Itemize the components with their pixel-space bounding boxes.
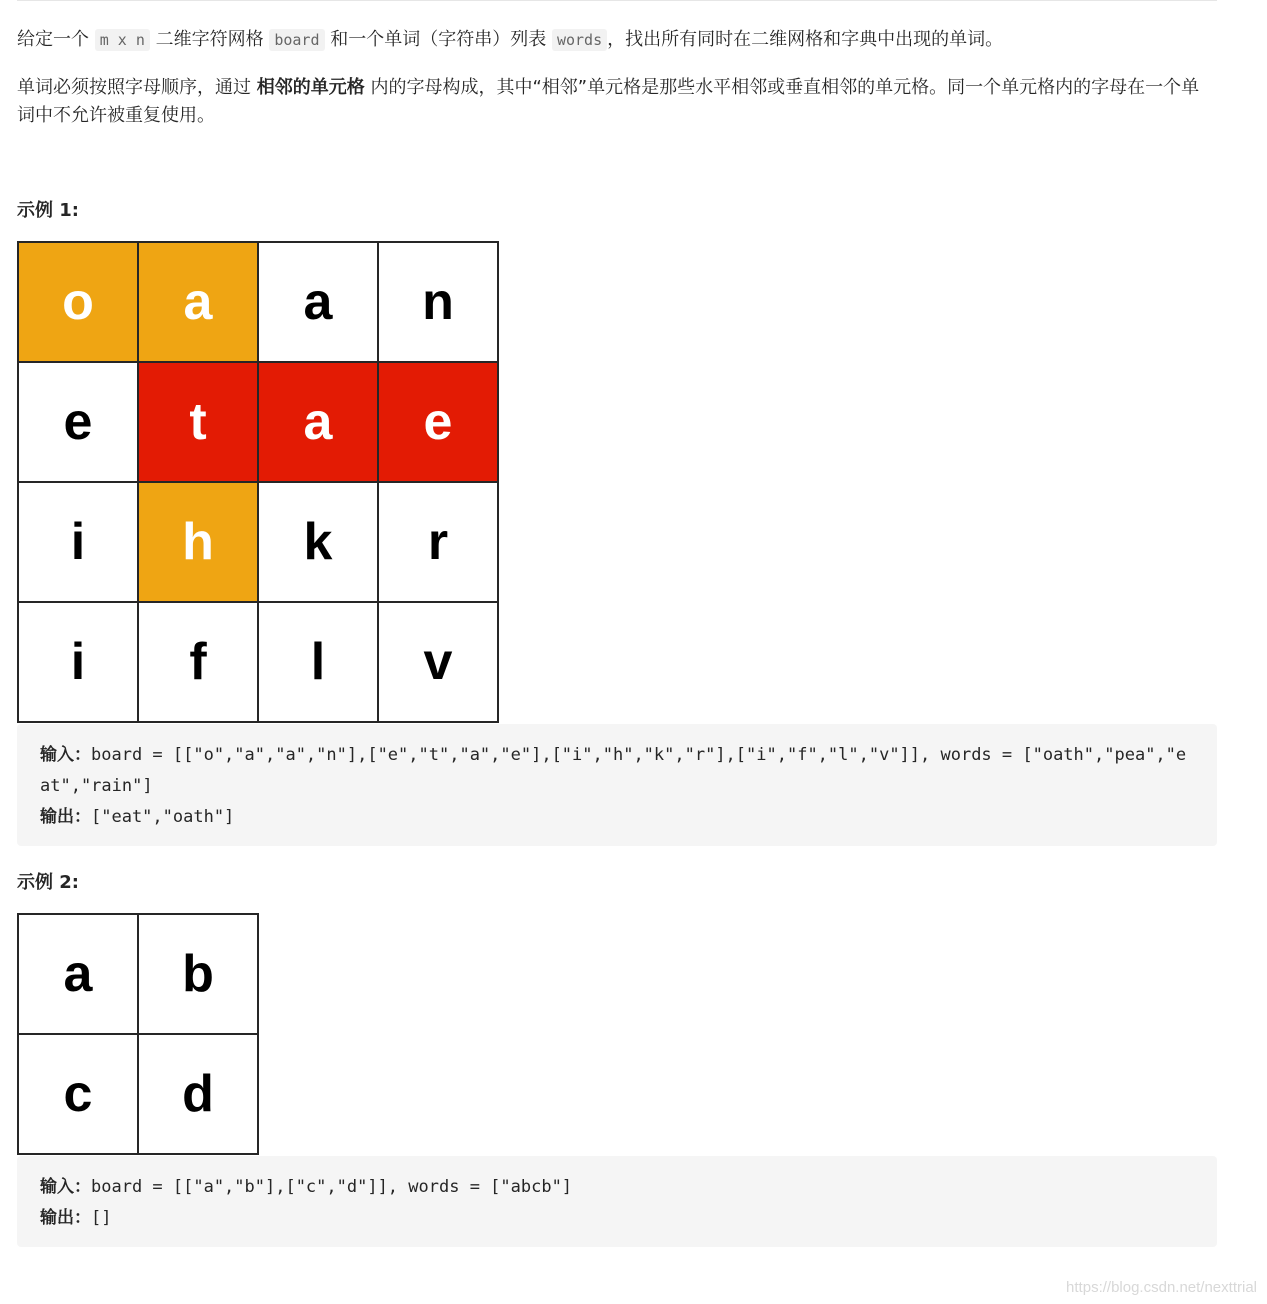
output-label: 输出： <box>40 1208 91 1228</box>
example-1-code-block <box>17 724 1217 846</box>
example-2-input <box>40 1172 1194 1203</box>
board-1-cell: e <box>379 363 497 481</box>
board-2-cell: d <box>139 1035 257 1153</box>
board-2-cell: b <box>139 915 257 1033</box>
input-value: board = [["a","b"],["c","d"]], words = ["abcb"] <box>91 1177 573 1197</box>
top-divider <box>17 0 1217 1</box>
input-value: board = [["o","a","a","n"],["e","t","a","e"],["i","h","k","r"],["i","f","l","v"]], words = ["oath","pea","eat","rain"] <box>40 745 1187 796</box>
text-span: 内的字母构成，其中“相邻”单元格是那些水平相邻或垂直相邻的单元格。同一个单元格内的字母在一个单词中不允许被重复使用。 <box>17 77 1200 126</box>
board-1-cell: a <box>259 243 377 361</box>
example-2-board-grid <box>17 913 259 1155</box>
board-1-cell: n <box>379 243 497 361</box>
board-2-cell: a <box>19 915 137 1033</box>
board-1-cell: a <box>259 363 377 481</box>
board-1-cell: i <box>19 603 137 721</box>
text-span: 二维字符网格 <box>149 29 270 50</box>
text-span: ，找出所有同时在二维网格和字典中出现的单词。 <box>607 29 1004 50</box>
code-m-x-n: m x n <box>95 29 150 51</box>
board-1-cell: o <box>19 243 137 361</box>
board-1-cell: r <box>379 483 497 601</box>
text-span: 和一个单词（字符串）列表 <box>324 29 552 50</box>
example-1-input <box>40 740 1194 802</box>
output-label: 输出： <box>40 807 91 827</box>
problem-description <box>17 26 1217 54</box>
example-1-board-grid <box>17 241 499 723</box>
example-2-code-block <box>17 1156 1217 1247</box>
example-2-heading: 示例 2: <box>17 872 79 893</box>
example-2-output <box>40 1203 1194 1234</box>
text-span: 单词必须按照字母顺序，通过 <box>17 77 257 98</box>
input-label: 输入： <box>40 1177 91 1197</box>
watermark: https://blog.csdn.net/nexttrial <box>1066 1279 1257 1296</box>
board-1-cell: k <box>259 483 377 601</box>
board-1-cell: f <box>139 603 257 721</box>
board-1-cell: e <box>19 363 137 481</box>
board-1-cell: t <box>139 363 257 481</box>
text-span: 给定一个 <box>17 29 95 50</box>
board-1-cell: h <box>139 483 257 601</box>
output-value: ["eat","oath"] <box>91 807 235 827</box>
board-1-cell: l <box>259 603 377 721</box>
board-1-cell: v <box>379 603 497 721</box>
example-1-heading: 示例 1: <box>17 200 79 221</box>
board-1-cell: a <box>139 243 257 361</box>
board-2-cell: c <box>19 1035 137 1153</box>
code-words: words <box>552 29 607 51</box>
problem-rules <box>17 74 1217 130</box>
code-board: board <box>269 29 324 51</box>
example-1-output <box>40 802 1194 833</box>
input-label: 输入： <box>40 745 91 765</box>
board-1-cell: i <box>19 483 137 601</box>
output-value: [] <box>91 1208 112 1228</box>
bold-adjacent-cells: 相邻的单元格 <box>256 77 365 98</box>
